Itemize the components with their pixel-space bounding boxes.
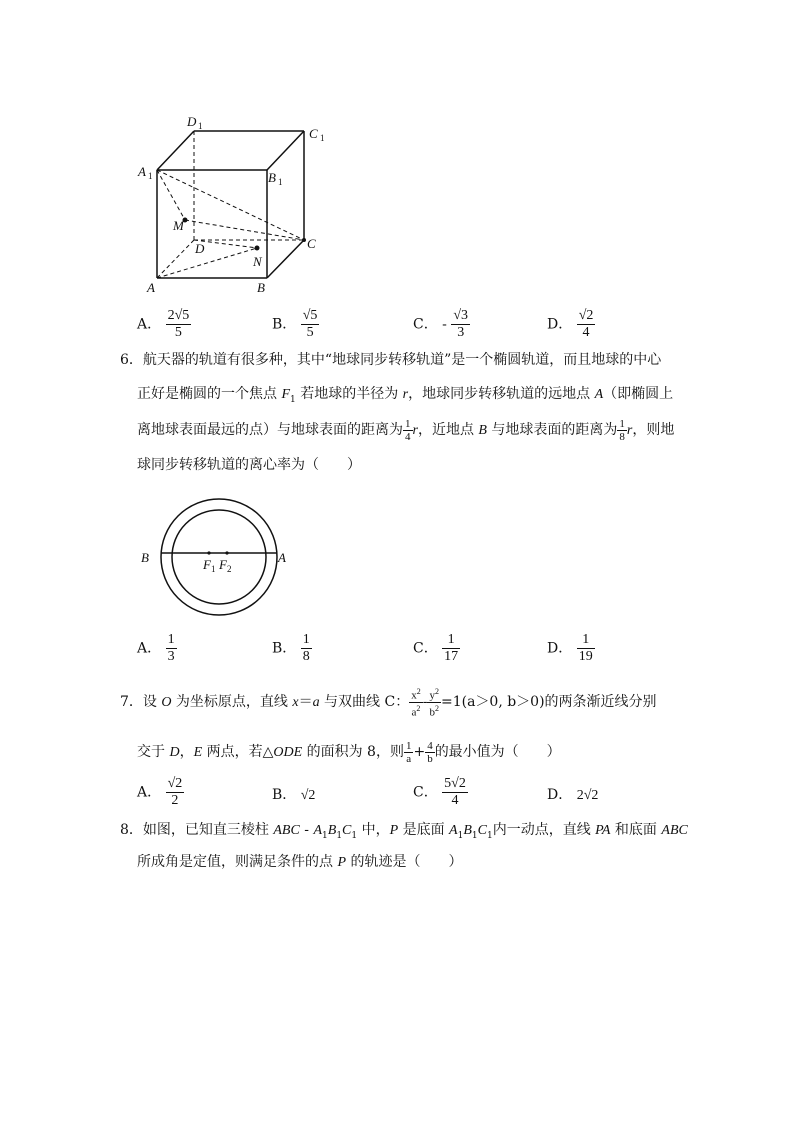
label-b: B: [141, 550, 149, 565]
q5-option-a[interactable]: A． $\frac{2√5}{5}$: [137, 308, 190, 340]
label-m: M: [173, 218, 184, 233]
q8-line-2: 所成角是定值，则满足条件的点 P 的轨迹是（ ）: [137, 854, 463, 870]
q8-line-1: 8．如图，已知直三棱柱 ABC - $A_1B_1C_1$ 中，P 是底面 $A_1B_1C_1$内一动点，直线 PA 和底面 ABC: [120, 822, 688, 841]
hyperbola-x-term: $\frac{x^2}{a^2}$: [411, 686, 421, 719]
cube-figure: [135, 108, 335, 298]
q7-option-a[interactable]: A． $\frac{√2}{2}$: [137, 776, 183, 808]
q6-line-1: 6．航天器的轨道有很多种，其中“地球同步转移轨道”是一个椭圆轨道，而且地球的中心: [120, 352, 662, 368]
orbit-figure: [135, 494, 295, 624]
svg-text:1: 1: [278, 177, 283, 187]
label-b1: B: [268, 170, 276, 185]
q7-line-1: 7．设 O 为坐标原点，直线 x＝a 与双曲线 C： $\frac{x^2}{a^2}$ - $\frac{y^2}{b^2}$ =1(a＞0, b＞0)的两条渐近线分别: [120, 686, 657, 719]
label-d1: D: [187, 114, 197, 129]
svg-text:1: 1: [320, 133, 325, 143]
label-a: A: [278, 550, 286, 565]
q6-option-c[interactable]: C． $\frac{1}{17}$: [413, 632, 459, 664]
q7-option-c[interactable]: C． $\frac{5√2}{4}$: [413, 776, 466, 808]
q6-line-3: 离地球表面最远的点）与地球表面的距离为 $\frac{1}{4}$ r，近地点 B 与地球表面的距离为 $\frac{1}{8}$ r，则地: [137, 417, 675, 443]
q7-option-d[interactable]: D． 2√2: [547, 787, 599, 803]
label-a1: A: [138, 164, 146, 179]
q5-option-c[interactable]: C． - $\frac{√3}{3}$: [413, 308, 469, 340]
q6-option-d[interactable]: D． $\frac{1}{19}$: [547, 632, 593, 664]
label-f1: F: [203, 557, 211, 572]
q5-option-d[interactable]: D． $\frac{√2}{4}$: [547, 308, 594, 340]
q6-line-2: 正好是椭圆的一个焦点 $F_1$ 若地球的半径为 r，地球同步转移轨道的远地点 A（即椭圆上: [137, 386, 674, 405]
q5-option-b[interactable]: B． $\frac{√5}{5}$: [272, 308, 318, 340]
svg-text:1: 1: [198, 121, 203, 131]
label-d: D: [195, 241, 205, 256]
q6-option-a[interactable]: A． $\frac{1}{3}$: [137, 632, 175, 664]
q6-line-4: 球同步转移轨道的离心率为（ ）: [137, 457, 361, 473]
svg-text:2: 2: [227, 564, 232, 574]
svg-text:1: 1: [148, 171, 153, 181]
svg-text:1: 1: [211, 564, 216, 574]
label-n: N: [253, 254, 262, 269]
hyperbola-y-term: $\frac{y^2}{b^2}$: [429, 686, 439, 719]
label-a: A: [147, 280, 155, 295]
q7-line-2: 交于 D，E 两点，若△ODE 的面积为 8，则 $\frac{1}{a}$ + $\frac{4}{b}$ 的最小值为（ ）: [137, 739, 561, 765]
label-c: C: [307, 236, 316, 251]
label-c1: C: [309, 126, 318, 141]
label-f2: F: [219, 557, 227, 572]
label-b: B: [257, 280, 265, 295]
q7-option-b[interactable]: B． √2: [272, 787, 316, 803]
q6-option-b[interactable]: B． $\frac{1}{8}$: [272, 632, 310, 664]
